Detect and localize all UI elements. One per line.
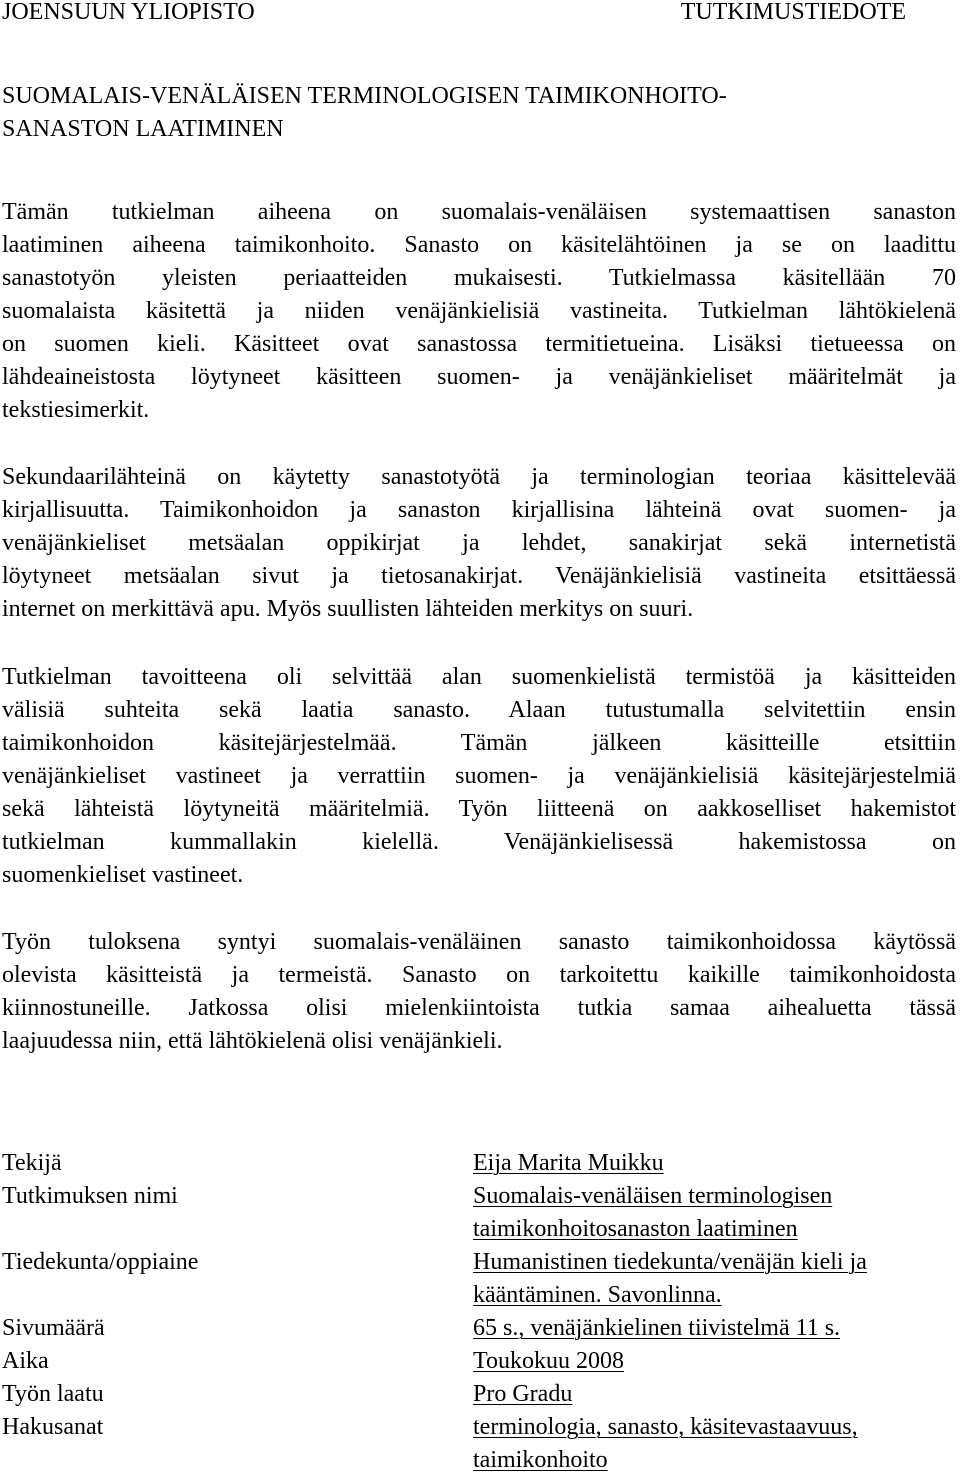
value-line: kääntäminen. Savonlinna. (473, 1282, 722, 1308)
metadata-row-date (2, 1345, 956, 1378)
text-line: välisiä suhteita sekä laatia sanasto. Alaan tutustumalla selvitettiin ensin (2, 697, 956, 723)
value-line: 65 s., venäjänkielinen tiivistelmä 11 s. (473, 1315, 841, 1341)
metadata-value (473, 1312, 956, 1345)
metadata-label: Tutkimuksen nimi (2, 1183, 178, 1209)
value-line: Humanistinen tiedekunta/venäjän kieli ja (473, 1249, 867, 1275)
value-line: Suomalais-venäläisen terminologisen (473, 1183, 833, 1209)
text-line: taimikonhoidon käsitejärjestelmää. Tämän jälkeen käsitteille etsittiin (2, 730, 956, 756)
value-line: taimikonhoito (473, 1447, 608, 1473)
metadata-row-author (2, 1147, 956, 1180)
metadata-row-type (2, 1378, 956, 1411)
metadata-label: Työn laatu (2, 1381, 104, 1407)
paragraph-sources (2, 461, 956, 626)
text-line: Tutkielman tavoitteena oli selvittää alan suomenkielistä termistöä ja käsitteiden (2, 664, 956, 690)
text-line: kiinnostuneille. Jatkossa olisi mielenkiintoista tutkia samaa aihealuetta tässä (2, 995, 956, 1021)
university-name: JOENSUUN YLIOPISTO (2, 0, 255, 25)
page-header (2, 0, 906, 29)
paragraph-topic (2, 196, 956, 427)
metadata-value (473, 1345, 956, 1378)
text-line: löytyneet metsäalan sivut ja tietosanakirjat. Venäjänkielisiä vastineita etsittäessä (2, 563, 956, 589)
text-line: internet on merkittävä apu. Myös suullisten lähteiden merkitys on suuri. (2, 596, 694, 622)
text-line: sekä lähteistä löytyneitä määritelmiä. Työn liitteenä on aakkoselliset hakemistot (2, 796, 956, 822)
metadata-label: Sivumäärä (2, 1315, 105, 1341)
text-line: laajuudessa niin, että lähtökielenä olisi venäjänkieli. (2, 1028, 503, 1054)
text-line: suomalaista käsitettä ja niiden venäjänkielisiä vastineita. Tutkielman lähtökielenä (2, 298, 956, 324)
paragraph-goals (2, 661, 956, 892)
text-line: laatiminen aiheena taimikonhoito. Sanasto on käsitelähtöinen ja se on laadittu (2, 232, 956, 258)
metadata-label: Tiedekunta/oppiaine (2, 1249, 199, 1275)
metadata-row-pages (2, 1312, 956, 1345)
text-line: venäjänkieliset vastineet ja verrattiin suomen- ja venäjänkielisiä käsitejärjestelmiä (2, 763, 956, 789)
metadata-row-title (2, 1180, 956, 1246)
value-line: Eija Marita Muikku (473, 1150, 664, 1176)
text-line: tutkielman kummallakin kielellä. Venäjänkielisessä hakemistossa on (2, 829, 956, 855)
text-line: Työn tuloksena syntyi suomalais-venäläinen sanasto taimikonhoidossa käytössä (2, 929, 956, 955)
metadata-value (473, 1378, 956, 1411)
text-line: olevista käsitteistä ja termeistä. Sanasto on tarkoitettu kaikille taimikonhoidosta (2, 962, 956, 988)
metadata-row-keywords (2, 1411, 956, 1477)
text-line: Tämän tutkielman aiheena on suomalais-venäläisen systemaattisen sanaston (2, 199, 956, 225)
text-line: kirjallisuutta. Taimikonhoidon ja sanaston kirjallisina lähteinä ovat suomen- ja (2, 497, 956, 523)
text-line: venäjänkieliset metsäalan oppikirjat ja lehdet, sanakirjat sekä internetistä (2, 530, 956, 556)
value-line: taimikonhoitosanaston laatiminen (473, 1216, 798, 1242)
value-line: Pro Gradu (473, 1381, 573, 1407)
metadata-value (473, 1180, 956, 1246)
text-line: sanastotyön yleisten periaatteiden mukaisesti. Tutkielmassa käsitellään 70 (2, 265, 956, 291)
metadata-value (473, 1246, 956, 1312)
text-line: Sekundaarilähteinä on käytetty sanastotyötä ja terminologian teoriaa käsittelevää (2, 464, 956, 490)
text-line: tekstiesimerkit. (2, 397, 150, 423)
metadata-label: Aika (2, 1348, 49, 1374)
metadata-value (473, 1411, 956, 1477)
paragraph-results (2, 926, 956, 1058)
value-line: terminologia, sanasto, käsitevastaavuus, (473, 1414, 858, 1440)
metadata-label: Hakusanat (2, 1414, 104, 1440)
text-line: lähdeaineistosta löytyneet käsitteen suomen- ja venäjänkieliset määritelmät ja (2, 364, 956, 390)
title-line: SUOMALAIS-VENÄLÄISEN TERMINOLOGISEN TAIMIKONHOITO- (2, 83, 727, 109)
metadata-list (2, 1147, 956, 1477)
text-line: on suomen kieli. Käsitteet ovat sanastossa termitietueina. Lisäksi tietueessa on (2, 331, 956, 357)
metadata-label: Tekijä (2, 1150, 62, 1176)
document-type: TUTKIMUSTIEDOTE (680, 0, 906, 25)
title-line: SANASTON LAATIMINEN (2, 116, 284, 142)
metadata-row-faculty (2, 1246, 956, 1312)
metadata-value (473, 1147, 956, 1180)
value-line: Toukokuu 2008 (473, 1348, 624, 1374)
document-title (2, 80, 942, 146)
text-line: suomenkieliset vastineet. (2, 862, 244, 888)
